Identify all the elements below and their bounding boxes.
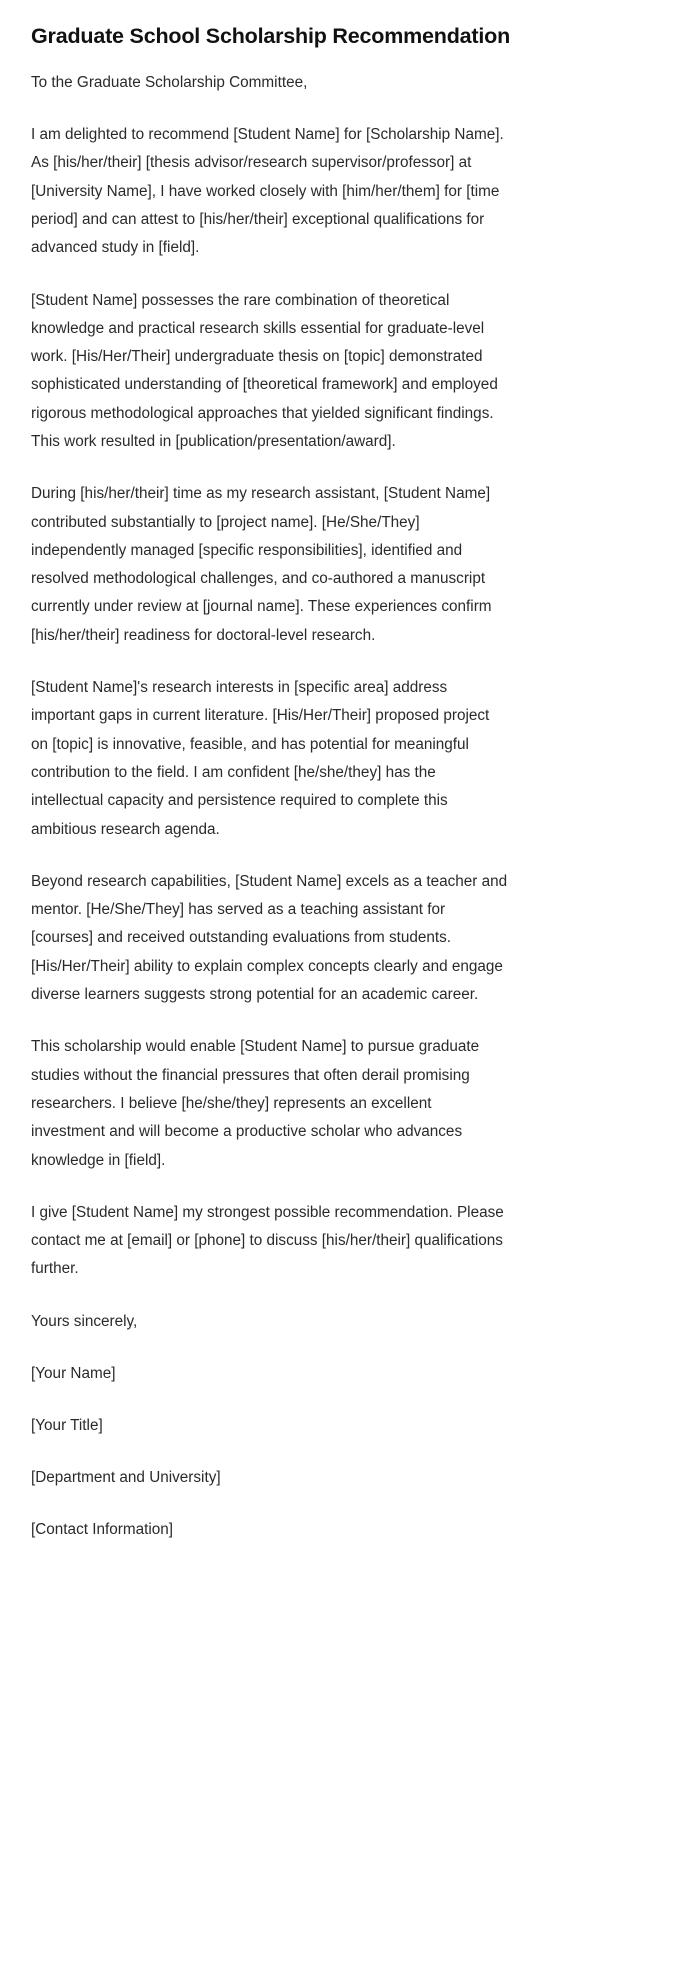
letter-paragraph-3: During [his/her/their] time as my research assistant, [Student Name] contributed substantially to [project name]. [He/She/They] independently managed [specific responsibilities], identified and resolved methodological challenges, and co-authored a manuscript currently under review at [journal name]. These experiences confirm [his/her/their] readiness for doctoral-level research. [31, 485, 492, 644]
letter-paragraph-5: Beyond research capabilities, [Student Name] excels as a teacher and mentor. [He/She/They] has served as a teaching assistant for [courses] and received outstanding evaluations from students. [His/Her/Their] ability to explain complex concepts clearly and engage diverse learners suggests strong potential for an academic career. [31, 872, 508, 1004]
page-title: Graduate School Scholarship Recommendation [31, 24, 511, 48]
letter-paragraph-1: I am delighted to recommend [Student Name] for [Scholarship Name]. As [his/her/their] [thesis advisor/research supervisor/professor] at [University Name], I have worked closely with [him/her/them] for [time period] and can attest to [his/her/their] exceptional qualifications for advanced study in [field]. [31, 126, 504, 257]
letter-paragraph-6: This scholarship would enable [Student Name] to pursue graduate studies without the financial pressures that often derail promising researchers. I believe [he/she/they] represents an excellent investment and will become a productive scholar who advances knowledge in [field]. [31, 1038, 480, 1169]
letter-paragraph-7: I give [Student Name] my strongest possible recommendation. Please contact me at [email] or [phone] to discuss [his/her/their] qualifications further. [31, 1203, 504, 1278]
signature-title: [Your Title] [31, 1416, 103, 1434]
signature-contact: [Contact Information] [31, 1520, 173, 1538]
letter-paragraph-2: [Student Name] possesses the rare combination of theoretical knowledge and practical research skills essential for graduate-level work. [His/Her/Their] undergraduate thesis on [topic] demonstrated sophisticated understanding of [theoretical framework] and employed rigorous methodological approaches that yielded significant findings. This work resulted in [publication/presentation/award]. [31, 291, 498, 450]
letter-sign-off: Yours sincerely, [31, 1312, 138, 1330]
signature-department: [Department and University] [31, 1468, 221, 1486]
letter-paragraph-4: [Student Name]'s research interests in [specific area] address important gaps in current literature. [His/Her/Their] proposed project on [topic] is innovative, feasible, and has potential for meaningful contribution to the field. I am confident [he/she/they] has the intellectual capacity and persistence required to complete this ambitious research agenda. [31, 679, 490, 838]
letter-salutation: To the Graduate Scholarship Committee, [31, 74, 308, 92]
signature-name: [Your Name] [31, 1364, 116, 1382]
